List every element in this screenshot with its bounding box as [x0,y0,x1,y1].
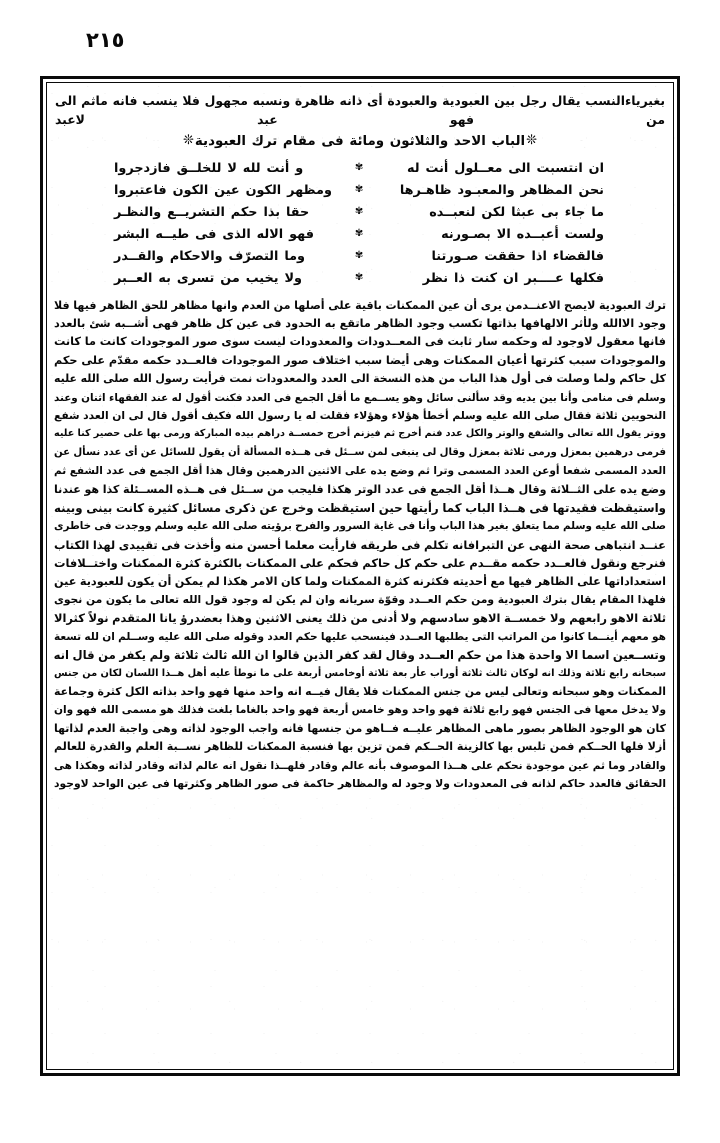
body-line: فرمى درهمين بمعزل ورمى ثلاثة بمعزل وقال لى ينبغى لمن ســئل فى هــذه المسألة أن يقول للسائل عن أى عدد نسأل عن [54,446,666,458]
chapter-title: الباب الاحد والثلاثون ومائة فى مقام ترك العبودية [194,134,526,149]
body-line: أزلا فلها الحــكم فمن تلبس بها كالزينة الحــكم فمن تزين بها فنسبة الممكنات للظاهر نســبة العلم والقدرة للعالم [54,740,666,754]
body-line: وسلم فى منامى وأنا بين يديه وقد سألنى سائل وهو يســمع ما أقل الجمع فى العدد فكنت أقول له عند الفقهاء اثنان وعند [54,391,666,404]
body-line: ووتر يقول الله تعالى والشفع والوتر والكل عدد فنم أخرج ثم فيزنم أخرج خمســة دراهم بيده المباركة ورمى بها على حصير كنا عليه [54,428,666,440]
body-line: العدد المسمى شفعا أوعن العدد المسمى وترا ثم وضع يده على الاثنين الدرهمين وقال هذا أقل الجمع فى عدد الشفع ثم [54,465,666,478]
verse-line [110,181,610,202]
body-line: والقادر وما ثم عين موجودة نحكم على هــذا الموصوف بأنه عالم وقادر فلهــذا نقول انه عالم لذاته وقادر لذاته وهكذا هى [54,759,666,772]
verse-hemistich-second: ومظهر الكون عين الكون فاعتبروا [114,183,332,198]
page-number: ٢١٥ [86,28,125,52]
body-line: هو معهم أينــما كانوا من المراتب التى يطلبها العــدد فينسحب عليها حكم العدد وقوله صلى الله عليه وســلم ان لله تسعة [54,630,666,643]
verse-hemistich-first: ما جاء بى عبثا لكن لنعبــده [429,205,604,220]
body-line: ترك العبودية لايصح الاعنــدمن يرى أن عين الممكنات باقية على أصلها من العدم وانها مظاهر للحق الظاهر فيها فلا [54,298,666,312]
verse-hemistich-second: حقا بذا حكم التشريــع والنظـر [114,205,310,220]
poem-block [110,159,610,290]
verse-separator-icon: ✾ [354,228,364,239]
ornament-close-icon: ❊ [183,133,194,148]
chapter-heading [53,130,667,153]
verse-hemistich-second: فهو الاله الذى فى طيــه البشر [114,227,314,242]
body-line: الممكنات وهو سبحانه وتعالى ليس من جنس الممكنات فلا يقال فيــه انه واحد منها فهو واحد بذاته الكل كثرة وجماعة [54,685,666,699]
verse-separator-icon: ✾ [354,162,364,173]
body-line: فانها معقول لاوجود له وحكمه سار ثابت فى المعــدودات والمعدودات ليست سوى صور الموجودات كانت ما كانت [54,335,666,349]
ornament-open-icon: ❊ [526,133,537,148]
body-line: والموجودات سبب كثرتها أعيان الممكنات وهى أيضا سبب اختلاف صور الموجودات فالعــدد حكمه مقدّم على حكم [54,353,666,367]
body-line: النحويين ثلاثة فقال صلى الله عليه وسلم أخطأ هؤلاء وهؤلاء فقلت له يا رسول الله فكيف أقول قال لى ان العدد شفع [54,408,666,422]
verse-hemistich-first: فالقضاء اذا حققت صـورتنا [431,249,604,264]
verse-line [110,225,610,246]
verse-hemistich-first: ان انتسبت الى معــلول أنت له [407,161,604,176]
verse-hemistich-second: و أنت لله لا للخلــق فازدجروا [114,161,304,176]
verse-line [110,269,610,290]
body-line: صلى الله عليه وسلم مما يتعلق بغير هذا الباب وأنا فى غاية السرور والفرح برؤيته صلى الله عليه وسلم ووجدت فى خاطرى [54,520,666,533]
body-line: كل حاكم ولما وصلت فى أول هذا الباب من هذه النسخة الى العدد والمعدودات نمت فرأيت رسول الله صلى الله عليه [54,372,666,386]
body-line: وضع يده على الثــلاثة وقال هــذا أقل الجمع فى عدد الوتر هكذا فليجب من ســئل فى هــذه المســئلة كذا هو عندنا [54,482,666,496]
verse-line [110,159,610,180]
body-line: واستيقظت فقيدتها فى هــذا الباب كما رأيتها حين استيقظت وخرج عن ذكرى مسائل كثيرة كانت بينى وبينه [54,500,666,515]
verse-hemistich-first: نحن المظاهر والمعبـود ظاهـرها [399,183,604,198]
body-line: ولا يدخل معها فى الجنس فهو رابع ثلاثة فهو واحد وهو خامس أربعة فهو واحد بالغاما بلغت فذلك هو مسمى الله فهو وان [54,704,666,717]
body-line: فنرجع ونقول فالعــدد حكمه مقــدم على حكم كل حاكم فحكم على الممكنات بالكثرة كثرة الممكنات واختــلافات [54,556,666,571]
verse-hemistich-second: وما التصرّف والاحكام والقــدر [114,249,305,264]
body-line: وجود الاالله ولأثر الالهافها بذاتها تكسب وجود الظاهر ماتقع به الحدود فى عين كل ظاهر فهى أشــبه شئ بالعدد [54,316,666,330]
verse-line [110,203,610,224]
page-content [53,89,667,1067]
body-text-block [54,297,666,794]
verse-line [110,247,610,268]
body-line: استعداداتها على الظاهر فيها مع أحديته فكثرنه كثرة الممكنات ولما كان الامر هكذا لم يمكن أن يكون للعبودية عين [54,574,666,588]
verse-separator-icon: ✾ [354,184,364,195]
verse-hemistich-first: ولست أعبــده الا بصـورنه [441,227,604,242]
verse-hemistich-second: ولا يخيب من تسرى به العــبر [114,271,302,286]
body-line: الحقائق فالعدد حاكم لذانه فى المعدودات ولا وجود له والمظاهر حاكمة فى صور الظاهر وكثرتها فى عين الواحد لاوجود [54,777,666,791]
verse-separator-icon: ✾ [354,250,364,261]
intro-line: بغيرياءالنسب يقال رجل بين العبودية والعبودة أى ذانه ظاهرة ونسبه مجهول فلا ينسب فانه ماثم الى من فهو عبد لاعبد [55,93,665,127]
body-line: وتســعين اسما الا واحدة هذا من حكم العــدد وقال لقد كفر الذين قالوا ان الله ثالث ثلاثة ولم يكفر من قال انه [54,648,666,663]
verse-separator-icon: ✾ [354,272,364,283]
body-line: سبحانه رابع ثلاثة وذلك انه لوكان ثالث ثلاثة أوراب عأر بعة ثلاثة أوخامس أربعة على ما نوطأ عليه أهل هــذا اللسان لكان من جنس [54,667,666,679]
verse-separator-icon: ✾ [354,206,364,217]
body-line: كان هو الوجود الظاهر بصور ماهى المظاهر عليــه فــاهو من جنسها فانه واجب الوجود لذاته وهى واجبة العدم لذاتها [54,721,666,735]
body-line: فلهذا المقام يقال بترك العبودية ومن حكم العــدد وقوّة سريانه وان لم يكن له وجود قول الله تعالى ما يكون من نجوى [54,593,666,606]
page-border-frame [40,76,680,1076]
body-line: ثلاثة الاهو رابعهم ولا خمســة الاهو سادسهم ولا أدنى من ذلك يعنى الاثنين وهذا بعضدرؤ يانا المتقدم نولاً كثرالا [54,611,666,626]
body-line: عنــد انتباهى صحة النهى عن التبرافانه تكلم فى طريقه فارأيت معلما أحسن منه وأخذت فى تقييدى لهذا الكتاب [54,537,666,552]
verse-hemistich-first: فكلها عــــبر ان كنت ذا نظر [422,271,604,286]
